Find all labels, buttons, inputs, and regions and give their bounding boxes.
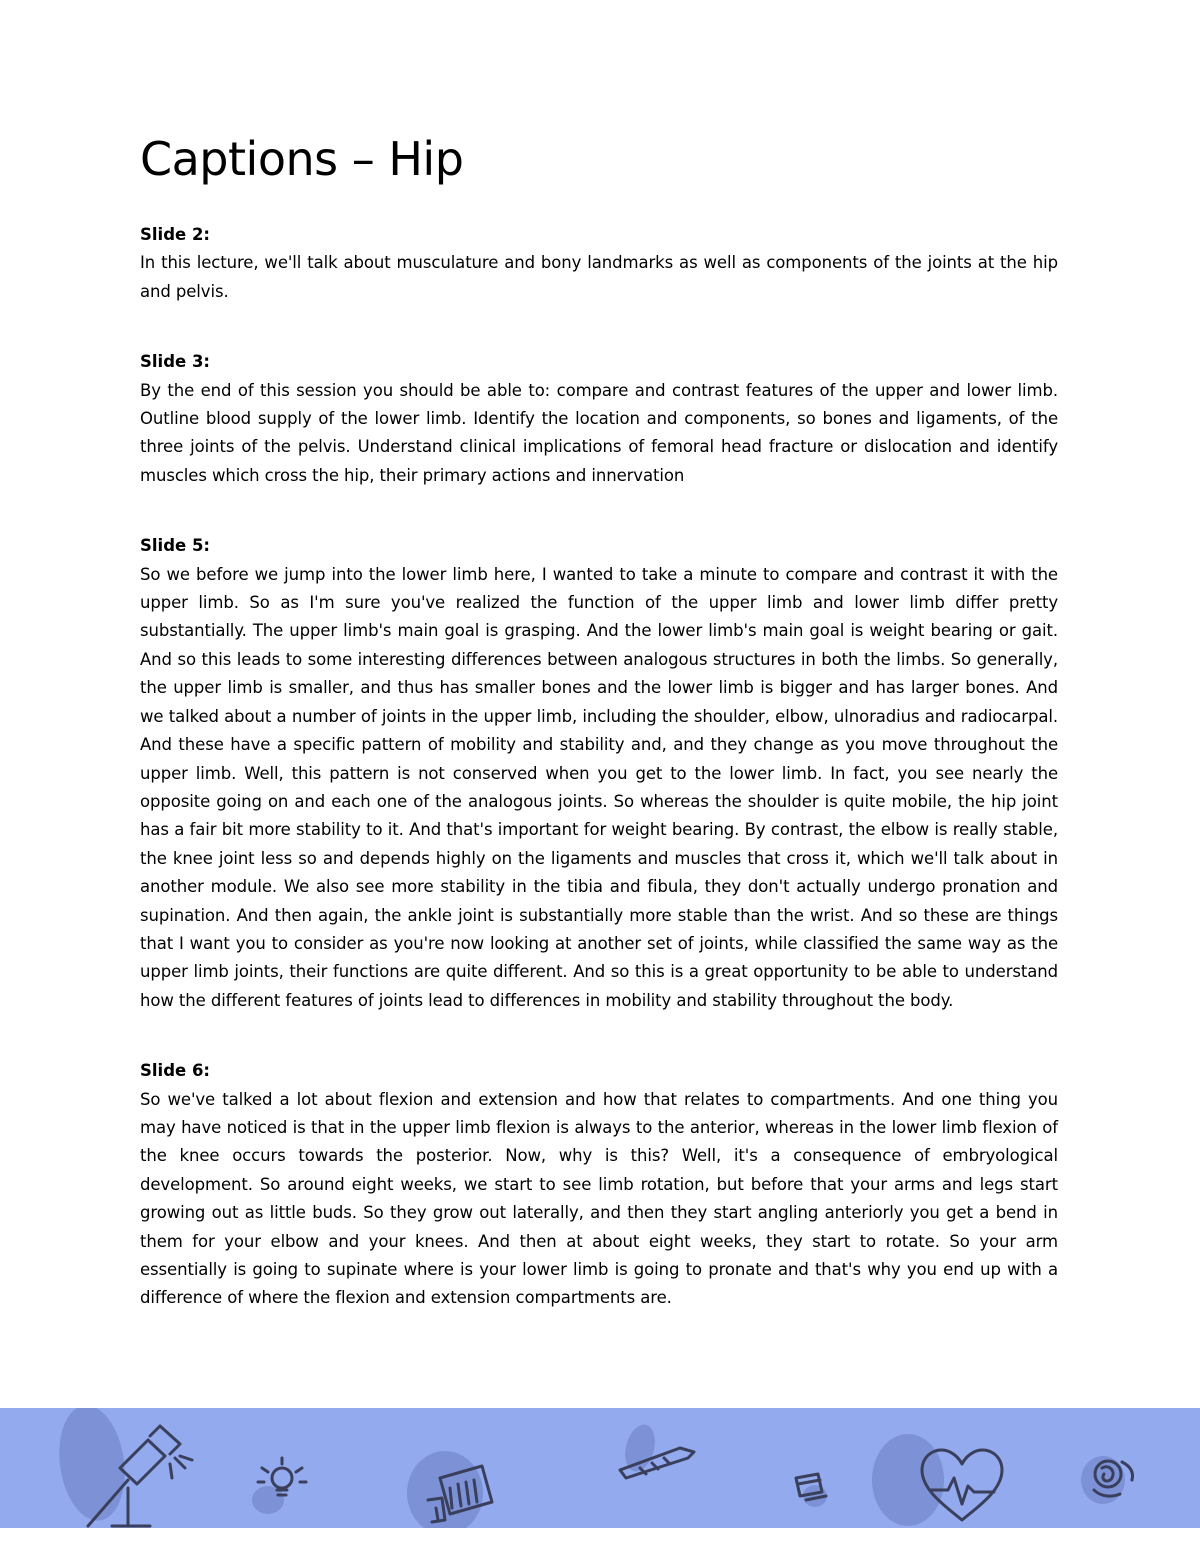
slide-heading: Slide 5: [140, 536, 211, 556]
slide-caption-text: In this lecture, we'll talk about musculature and bony landmarks as well as components of the joints at the hip and pelvis. [140, 253, 1058, 301]
footer-blob [872, 1434, 944, 1526]
captions-body [140, 221, 1058, 1313]
footer-illustration [0, 1408, 1200, 1528]
footer-decoration-band [0, 1408, 1200, 1528]
page-title: Captions – Hip [140, 132, 464, 186]
slide-heading: Slide 6: [140, 1061, 211, 1081]
slide-caption-text: So we before we jump into the lower limb here, I wanted to take a minute to compare and contrast it with the upper limb. So as I'm sure you've realized the function of the upper limb and lower limb differ pretty substantially. The upper limb's main goal is grasping. And the lower limb's main goal is weight bearing or gait. And so this leads to some interesting differences between analogous structures in both the limbs. So generally, the upper limb is smaller, and thus has smaller bones and the lower limb is bigger and has larger bones. And we talked about a number of joints in the upper limb, including the shoulder, elbow, ulnoradius and radiocarpal. And these have a specific pattern of mobility and stability and, and they change as you move throughout the upper limb. Well, this pattern is not conserved when you get to the lower limb. In fact, you see nearly the opposite going on and each one of the analogous joints. So whereas the shoulder is quite mobile, the hip joint has a fair bit more stability to it. And that's important for weight bearing. By contrast, the elbow is really stable, the knee joint less so and depends highly on the ligaments and muscles that cross it, which we'll talk about in another module. We also see more stability in the tibia and fibula, they don't actually undergo pronation and supination. And then again, the ankle joint is substantially more stable than the wrist. And so these are things that I want you to consider as you're now looking at another set of joints, while classified the same way as the upper limb joints, their functions are quite different. And so this is a great opportunity to be able to understand how the different features of joints lead to differences in mobility and stability throughout the body. [140, 564, 1058, 1010]
slide-heading: Slide 2: [140, 225, 211, 244]
slide-heading: Slide 3: [140, 352, 211, 372]
slide-section [140, 348, 1058, 490]
slide-section [140, 532, 1058, 1015]
slide-section [140, 1057, 1058, 1313]
slide-section [140, 221, 1058, 306]
slide-caption-text: So we've talked a lot about flexion and extension and how that relates to compartments. And one thing you may have noticed is that in the upper limb flexion is always to the anterior, whereas in the lower limb flexion of the knee occurs towards the posterior. Now, why is this? Well, it's a consequence of embryological development. So around eight weeks, we start to see limb rotation, but before that your arms and legs start growing out as little buds. So they grow out laterally, and then they start angling anteriorly you get a bend in them for your elbow and your knees. And then at about eight weeks, they start to rotate. So your arm essentially is going to supinate where is your lower limb is going to pronate and that's why you end up with a difference of where the flexion and extension compartments are. [140, 1089, 1058, 1308]
slide-caption-text: By the end of this session you should be able to: compare and contrast features of the upper and lower limb. Outline blood supply of the lower limb. Identify the location and components, so bones and ligaments, of the three joints of the pelvis. Understand clinical implications of femoral head fracture or dislocation and identify muscles which cross the hip, their primary actions and innervation [140, 380, 1058, 485]
